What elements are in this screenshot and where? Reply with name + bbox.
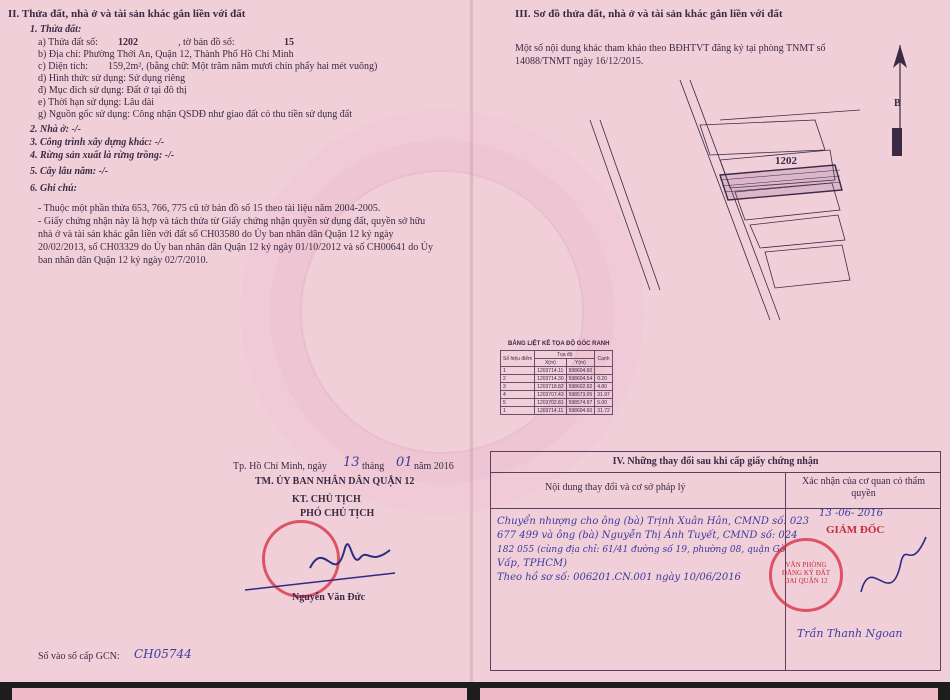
- use-origin: g) Nguồn gốc sử dụng: Công nhận QSDĐ như giao đất có thu tiền sử dụng đất: [38, 109, 353, 120]
- changes-box: [490, 451, 941, 671]
- change-entry-line: 677 499 và ông (bà) Nguyễn Thị Ánh Tuyết, CMND số: 024: [497, 530, 798, 541]
- cell: 1203714.30: [535, 375, 566, 383]
- coord-table-title: BẢNG LIỆT KÊ TỌA ĐỘ GÓC RANH: [508, 341, 610, 347]
- reference-note: Một số nội dung khác tham khảo theo BĐHTVT đăng ký tại phòng TNMT số 14088/TNMT ngày 16/12/2015.: [515, 43, 826, 67]
- address: b) Địa chỉ: Phường Thới An, Quận 12, Thành Phố Hồ Chí Minh: [38, 49, 294, 60]
- date-prefix: Tp. Hồ Chí Minh, ngày: [233, 461, 327, 472]
- notes-body: [38, 202, 438, 267]
- cell: 1203714.11: [535, 367, 566, 375]
- change-entry-line: Vấp, TPHCM): [497, 558, 568, 569]
- area-label: c) Diện tích:: [38, 61, 88, 72]
- registry-label: Số vào sổ cấp GCN:: [38, 651, 120, 662]
- cell: 598573.05: [566, 391, 595, 399]
- changes-title: IV. Những thay đổi sau khi cấp giấy chứng nhận: [491, 452, 940, 473]
- cell: 5.00: [595, 399, 613, 407]
- stamp-date: 13 -06- 2016: [819, 508, 884, 519]
- date-day: 13: [343, 455, 360, 470]
- cell: 1203702.81: [535, 399, 566, 407]
- table-header-row: [501, 351, 613, 359]
- map-sheet-number: 15: [284, 37, 294, 48]
- note-line: - Thuộc một phần thửa 653, 766, 775 cũ tờ bản đồ số 15 theo tài liệu năm 2004-2005.: [38, 203, 381, 214]
- section-ii-heading: II. Thửa đất, nhà ở và tài sản khác gắn liền với đất: [8, 8, 246, 20]
- cell: 4.80: [595, 383, 613, 391]
- cell: 4: [501, 391, 535, 399]
- cell: 0.20: [595, 375, 613, 383]
- parcel-heading: 1. Thửa đất:: [30, 24, 82, 35]
- issuing-org: TM. ỦY BAN NHÂN DÂN QUẬN 12: [255, 476, 415, 487]
- use-purpose: đ) Mục đích sử dụng: Đất ở tại đô thị: [38, 85, 187, 96]
- parcel-diagram: [570, 80, 870, 330]
- cell: 1: [501, 407, 535, 415]
- changes-col-confirm: Xác nhận của cơ quan có thẩm quyền: [801, 476, 925, 499]
- table-row: [501, 375, 613, 383]
- signer-name: Nguyễn Văn Đức: [292, 592, 366, 603]
- col-x: X(m): [535, 359, 566, 367]
- table-row: [501, 407, 613, 415]
- other-works-line: 3. Công trình xây dựng khác: -/-: [30, 137, 165, 148]
- section-iii-heading: III. Sơ đồ thửa đất, nhà ở và tài sản khác gắn liền với đất: [515, 8, 783, 20]
- use-term: e) Thời hạn sử dụng: Lâu dài: [38, 97, 155, 108]
- col-edge: Cạnh: [595, 351, 613, 367]
- table-row: [501, 399, 613, 407]
- perennial-line: 5. Cây lâu năm: -/-: [30, 166, 109, 177]
- col-coord: Tọa độ: [535, 351, 595, 359]
- cell: 1203718.82: [535, 383, 566, 391]
- scale-bar: [892, 128, 902, 156]
- cell: [595, 367, 613, 375]
- coordinate-table: [500, 350, 613, 415]
- date-year: năm 2016: [414, 461, 454, 472]
- kt-chairman: KT. CHỦ TỊCH: [292, 494, 361, 505]
- seal-text: VĂN PHÒNG ĐĂNG KÝ ĐẤT ĐAI QUẬN 12: [781, 561, 831, 585]
- date-month-label: tháng: [362, 461, 385, 472]
- cell: 1203707.43: [535, 391, 566, 399]
- registry-number: CH05744: [134, 647, 192, 661]
- change-entry-line: Chuyển nhượng cho ông (bà) Trịnh Xuân Hân, CMND số: 023: [497, 516, 809, 527]
- cell: 1: [501, 367, 535, 375]
- cell: 598604.60: [566, 367, 595, 375]
- cell: 2: [501, 375, 535, 383]
- parcel-number: 1202: [118, 37, 138, 48]
- signature-right: [831, 532, 931, 622]
- cell: 31.72: [595, 407, 613, 415]
- table-row: [501, 383, 613, 391]
- parcel-label: 1202: [775, 155, 797, 167]
- vice-chairman: PHÓ CHỦ TỊCH: [300, 508, 375, 519]
- notes-heading: 6. Ghi chú:: [30, 183, 77, 194]
- table-row: [501, 391, 613, 399]
- house-line: 2. Nhà ở: -/-: [30, 124, 81, 135]
- cell: 598602.92: [566, 383, 595, 391]
- cell: 598574.97: [566, 399, 595, 407]
- parcel-number-label: a) Thửa đất số:: [38, 37, 98, 48]
- signature-left: [240, 528, 400, 598]
- col-point: Số hiệu điểm: [501, 351, 535, 367]
- area-value: 159,2m², (bằng chữ: Một trăm năm mươi chín phẩy hai mét vuông): [108, 61, 378, 72]
- cell: 598604.54: [566, 375, 595, 383]
- date-month: 01: [396, 455, 413, 470]
- director-title: GIÁM ĐỐC: [826, 524, 885, 536]
- cell: 598604.60: [566, 407, 595, 415]
- cell: 1203714.11: [535, 407, 566, 415]
- col-y: Y(m): [566, 359, 595, 367]
- forest-line: 4. Rừng sản xuất là rừng trồng: -/-: [30, 150, 175, 161]
- cell: 5: [501, 399, 535, 407]
- next-page-edge: [0, 682, 950, 700]
- fold-line: [470, 0, 473, 682]
- director-name: Trần Thanh Ngoan: [797, 627, 903, 640]
- map-sheet-label: , tờ bản đồ số:: [178, 37, 235, 48]
- cell: 3: [501, 383, 535, 391]
- changes-col-content: Nội dung thay đổi và cơ sở pháp lý: [545, 482, 686, 493]
- cell: 31.97: [595, 391, 613, 399]
- change-entry-line: Theo hồ sơ số: 006201.CN.001 ngày 10/06/2016: [497, 572, 741, 583]
- use-form: d) Hình thức sử dụng: Sử dụng riêng: [38, 73, 186, 84]
- table-row: [501, 367, 613, 375]
- north-label: B: [894, 98, 901, 109]
- change-entry-line: 182 055 (cùng địa chỉ: 61/41 đường số 19, phường 08, quận Gò: [497, 545, 786, 555]
- note-line: - Giấy chứng nhận này là hợp và tách thửa từ Giấy chứng nhận quyền sử dụng đất, quyền sở hữu nhà ở và tài sản khác gắn liền với đất số CH03580 do Ủy ban nhân dân Quận 12 ký ngày 20/02/2013, số CH03329 do Ủy ban nhân dân Quận 12 ký ngày 01/10/2012 và số CH00641 do Ủy ban nhân dân Quận 12 ký ngày 02/7/2010.: [38, 216, 433, 266]
